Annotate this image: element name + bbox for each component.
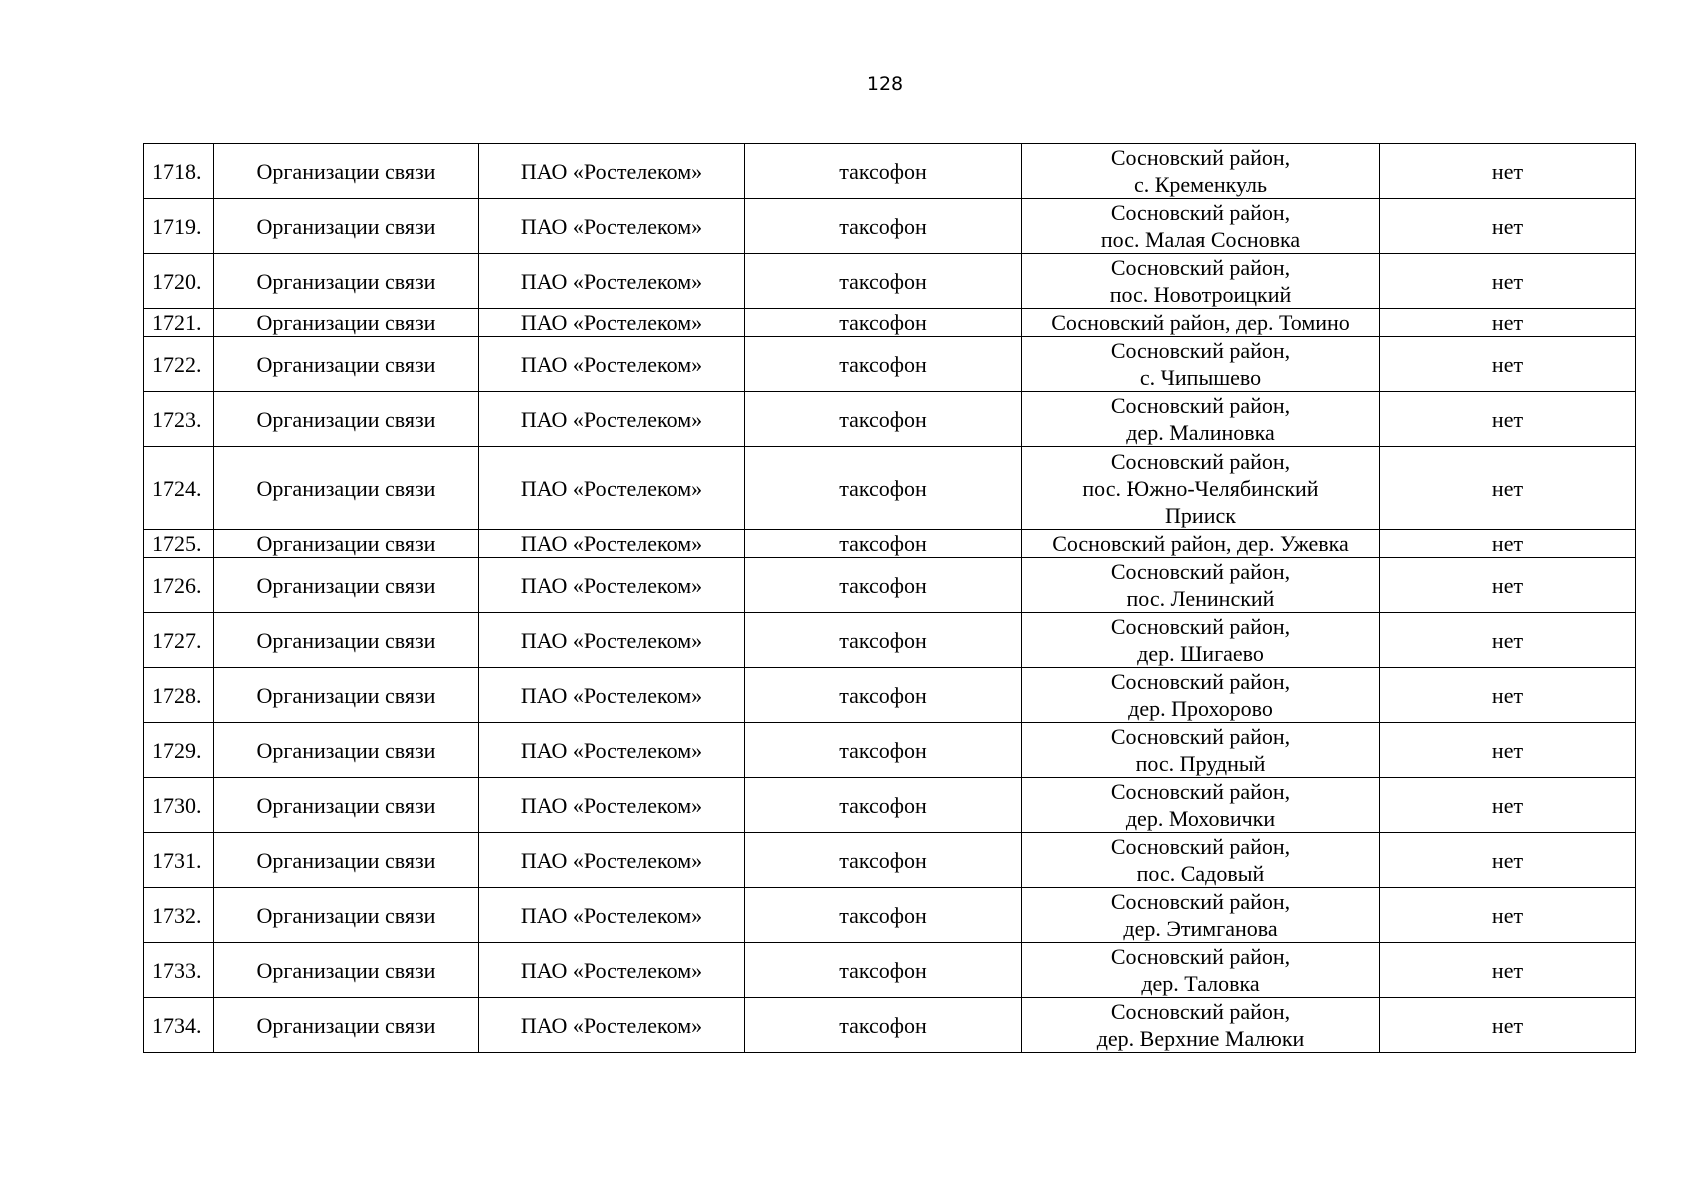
row-number-cell: 1733. (144, 943, 214, 998)
address-line: Сосновский район, (1110, 338, 1291, 363)
address-line: пос. Новотроицкий (1109, 282, 1292, 307)
address-cell (1022, 668, 1380, 723)
row-number-cell: 1726. (144, 558, 214, 613)
object-type-cell: таксофон (745, 447, 1022, 530)
category-cell: Организации связи (214, 144, 479, 199)
status-cell: нет (1380, 254, 1636, 309)
address-line: Сосновский район, (1110, 145, 1291, 170)
category-cell: Организации связи (214, 888, 479, 943)
row-number-cell: 1727. (144, 613, 214, 668)
address-cell (1022, 778, 1380, 833)
category-cell: Организации связи (214, 778, 479, 833)
status-cell: нет (1380, 144, 1636, 199)
address-cell (1022, 943, 1380, 998)
address-line: дер. Этимганова (1123, 916, 1278, 941)
category-cell: Организации связи (214, 723, 479, 778)
category-cell: Организации связи (214, 998, 479, 1053)
row-number-cell: 1725. (144, 530, 214, 558)
row-number-cell: 1734. (144, 998, 214, 1053)
table-row (144, 309, 1636, 337)
table-body (144, 144, 1636, 1053)
object-type-cell: таксофон (745, 613, 1022, 668)
row-number-cell: 1718. (144, 144, 214, 199)
row-number-cell: 1728. (144, 668, 214, 723)
status-cell: нет (1380, 943, 1636, 998)
page-number: 128 (866, 73, 904, 95)
object-type-cell: таксофон (745, 668, 1022, 723)
status-cell: нет (1380, 337, 1636, 392)
address-line: Сосновский район, (1110, 724, 1291, 749)
object-type-cell: таксофон (745, 778, 1022, 833)
address-cell (1022, 392, 1380, 447)
table-row (144, 833, 1636, 888)
organization-cell: ПАО «Ростелеком» (479, 778, 745, 833)
address-cell (1022, 144, 1380, 199)
address-line: дер. Верхние Малюки (1096, 1026, 1305, 1051)
address-cell (1022, 530, 1380, 558)
category-cell: Организации связи (214, 337, 479, 392)
object-type-cell: таксофон (745, 199, 1022, 254)
status-cell: нет (1380, 558, 1636, 613)
address-cell (1022, 337, 1380, 392)
address-line: Сосновский район, (1110, 559, 1291, 584)
address-line: Сосновский район, (1110, 393, 1291, 418)
address-cell (1022, 723, 1380, 778)
address-line: Сосновский район, (1110, 944, 1291, 969)
address-line: Сосновский район, (1110, 255, 1291, 280)
table-row (144, 888, 1636, 943)
row-number-cell: 1721. (144, 309, 214, 337)
table-row (144, 668, 1636, 723)
category-cell: Организации связи (214, 530, 479, 558)
object-type-cell: таксофон (745, 392, 1022, 447)
address-line: Сосновский район, (1110, 889, 1291, 914)
category-cell: Организации связи (214, 199, 479, 254)
organization-cell: ПАО «Ростелеком» (479, 998, 745, 1053)
registry-table (143, 143, 1636, 1053)
table-row (144, 558, 1636, 613)
address-line: дер. Моховички (1125, 806, 1276, 831)
address-line: дер. Шигаево (1137, 641, 1264, 666)
table-row (144, 530, 1636, 558)
organization-cell: ПАО «Ростелеком» (479, 723, 745, 778)
address-line: пос. Южно-Челябинский (1082, 475, 1319, 501)
row-number-cell: 1719. (144, 199, 214, 254)
address-line: Сосновский район, (1110, 200, 1291, 225)
organization-cell: ПАО «Ростелеком» (479, 668, 745, 723)
organization-cell: ПАО «Ростелеком» (479, 144, 745, 199)
status-cell: нет (1380, 309, 1636, 337)
table-row (144, 723, 1636, 778)
status-cell: нет (1380, 998, 1636, 1053)
row-number-cell: 1730. (144, 778, 214, 833)
table-row (144, 144, 1636, 199)
table-row (144, 254, 1636, 309)
address-line: Прииск (1165, 502, 1236, 528)
object-type-cell: таксофон (745, 998, 1022, 1053)
row-number-cell: 1731. (144, 833, 214, 888)
object-type-cell: таксофон (745, 943, 1022, 998)
address-line: Сосновский район, (1110, 448, 1291, 474)
address-line: дер. Прохорово (1128, 696, 1273, 721)
organization-cell: ПАО «Ростелеком» (479, 199, 745, 254)
address-line: Сосновский район, дер. Ужевка (1052, 531, 1349, 556)
status-cell: нет (1380, 199, 1636, 254)
organization-cell: ПАО «Ростелеком» (479, 943, 745, 998)
address-cell (1022, 833, 1380, 888)
organization-cell: ПАО «Ростелеком» (479, 254, 745, 309)
object-type-cell: таксофон (745, 558, 1022, 613)
object-type-cell: таксофон (745, 530, 1022, 558)
address-line: с. Чипышево (1139, 365, 1262, 390)
status-cell: нет (1380, 392, 1636, 447)
status-cell: нет (1380, 668, 1636, 723)
organization-cell: ПАО «Ростелеком» (479, 392, 745, 447)
row-number-cell: 1722. (144, 337, 214, 392)
address-line: Сосновский район, (1110, 669, 1291, 694)
table-row (144, 337, 1636, 392)
category-cell: Организации связи (214, 254, 479, 309)
organization-cell: ПАО «Ростелеком» (479, 613, 745, 668)
address-cell (1022, 447, 1380, 530)
table-row (144, 392, 1636, 447)
object-type-cell: таксофон (745, 337, 1022, 392)
address-line: с. Кременкуль (1133, 172, 1268, 197)
address-cell (1022, 613, 1380, 668)
row-number-cell: 1732. (144, 888, 214, 943)
address-line: Сосновский район, дер. Томино (1051, 310, 1350, 335)
table-row (144, 613, 1636, 668)
organization-cell: ПАО «Ростелеком» (479, 833, 745, 888)
address-cell (1022, 558, 1380, 613)
row-number-cell: 1729. (144, 723, 214, 778)
table-row (144, 447, 1636, 530)
category-cell: Организации связи (214, 558, 479, 613)
address-line: дер. Малиновка (1126, 420, 1275, 445)
organization-cell: ПАО «Ростелеком» (479, 309, 745, 337)
status-cell: нет (1380, 613, 1636, 668)
table-row (144, 998, 1636, 1053)
category-cell: Организации связи (214, 447, 479, 530)
address-cell (1022, 309, 1380, 337)
table-row (144, 778, 1636, 833)
object-type-cell: таксофон (745, 144, 1022, 199)
organization-cell: ПАО «Ростелеком» (479, 888, 745, 943)
row-number-cell: 1724. (144, 447, 214, 530)
address-line: дер. Таловка (1141, 971, 1260, 996)
status-cell: нет (1380, 888, 1636, 943)
row-number-cell: 1723. (144, 392, 214, 447)
address-line: Сосновский район, (1110, 834, 1291, 859)
category-cell: Организации связи (214, 668, 479, 723)
address-line: Сосновский район, (1110, 614, 1291, 639)
address-line: пос. Ленинский (1126, 586, 1275, 611)
address-cell (1022, 998, 1380, 1053)
address-line: пос. Малая Сосновка (1100, 227, 1301, 252)
status-cell: нет (1380, 833, 1636, 888)
status-cell: нет (1380, 778, 1636, 833)
address-line: пос. Садовый (1136, 861, 1265, 886)
category-cell: Организации связи (214, 943, 479, 998)
organization-cell: ПАО «Ростелеком» (479, 530, 745, 558)
address-cell (1022, 888, 1380, 943)
category-cell: Организации связи (214, 833, 479, 888)
object-type-cell: таксофон (745, 254, 1022, 309)
category-cell: Организации связи (214, 613, 479, 668)
row-number-cell: 1720. (144, 254, 214, 309)
table-row (144, 199, 1636, 254)
organization-cell: ПАО «Ростелеком» (479, 447, 745, 530)
table-row (144, 943, 1636, 998)
status-cell: нет (1380, 723, 1636, 778)
category-cell: Организации связи (214, 309, 479, 337)
object-type-cell: таксофон (745, 888, 1022, 943)
address-line: пос. Прудный (1135, 751, 1266, 776)
status-cell: нет (1380, 447, 1636, 530)
organization-cell: ПАО «Ростелеком» (479, 337, 745, 392)
status-cell: нет (1380, 530, 1636, 558)
address-cell (1022, 254, 1380, 309)
category-cell: Организации связи (214, 392, 479, 447)
address-line: Сосновский район, (1110, 999, 1291, 1024)
object-type-cell: таксофон (745, 723, 1022, 778)
object-type-cell: таксофон (745, 833, 1022, 888)
address-line: Сосновский район, (1110, 779, 1291, 804)
organization-cell: ПАО «Ростелеком» (479, 558, 745, 613)
object-type-cell: таксофон (745, 309, 1022, 337)
address-cell (1022, 199, 1380, 254)
